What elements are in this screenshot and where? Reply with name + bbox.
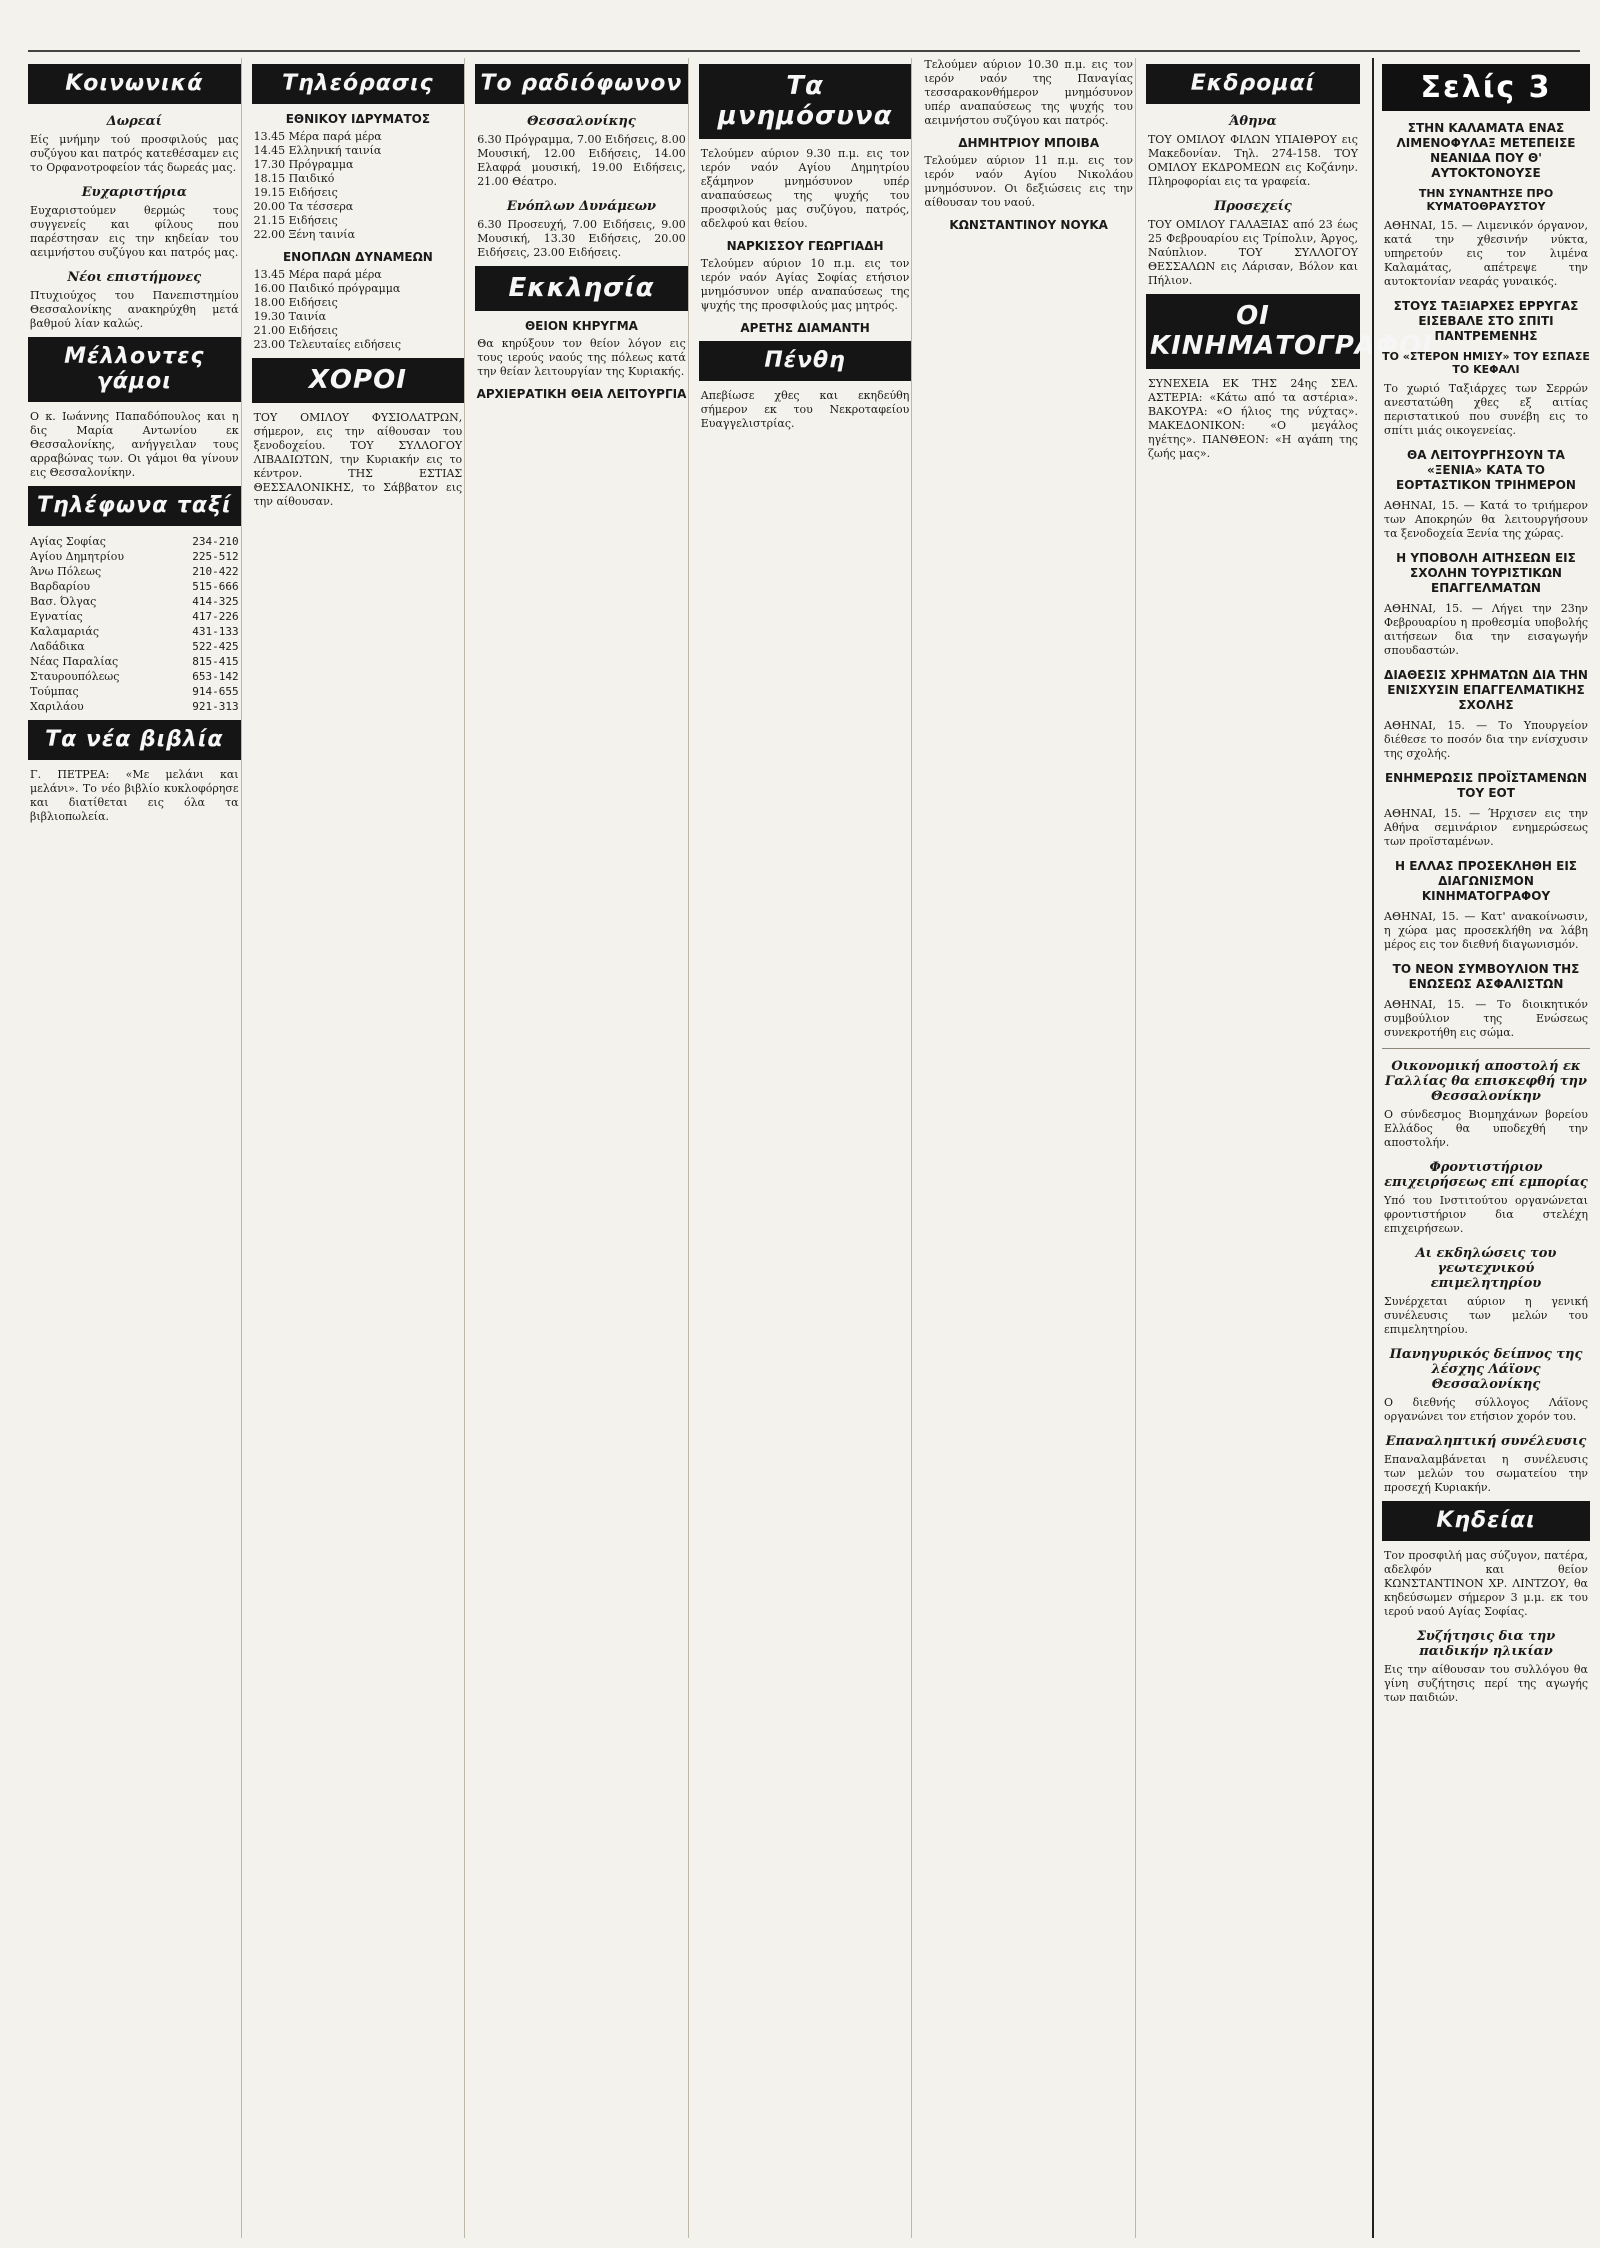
- phone-number: 921-313: [192, 700, 239, 713]
- phone-number: 234-210: [192, 535, 239, 548]
- leitourgia-title: ΑΡΧΙΕΡΑΤΙΚΗ ΘΕΙΑ ΛΕΙΤΟΥΡΓΙΑ: [476, 387, 687, 401]
- sidebar-text-1: ΑΘΗΝΑΙ, 15. — Λιμενικόν όργανον, κατά την χθεσινήν νύκτα, υπηρετούν εις τον λιμένα Καλαμάτας, απέτρεψε την αυτοκτονίαν νεαράς γυναικός.: [1384, 219, 1588, 288]
- program-item: 23.00 Τελευταίες ειδήσεις: [253, 338, 402, 351]
- mnimosyno2-text-2: Τελούμεν αύριον 11 π.μ. εις τον ιερόν ναόν Αγίου Νικολάου μνημόσυνον. Οι δεξιώσεις εις την αίθουσαν του ναού.: [924, 154, 1133, 209]
- thess-text: 6.30 Πρόγραμμα, 7.00 Ειδήσεις, 8.00 Μουσική, 12.00 Ειδήσεις, 14.00 Ελαφρά μουσική, 19.00 Ειδήσεις, 21.00 Θέατρο.: [477, 133, 686, 188]
- phone-row: [28, 684, 241, 699]
- eirt-title: ΕΘΝΙΚΟΥ ΙΔΡΥΜΑΤΟΣ: [285, 112, 431, 126]
- sidebar-subhead-1: ΤΗΝ ΣΥΝΑΝΤΗΣΕ ΠΡΟ ΚΥΜΑΤΟΘΡΑΥΣΤΟΥ: [1418, 187, 1554, 213]
- sidebar-headline-6: ΕΝΗΜΕΡΩΣΙΣ ΠΡΟΪΣΤΑΜΕΝΩΝ ΤΟΥ ΕΟΤ: [1384, 771, 1588, 800]
- tileorasis-banner: Τηλεόρασις: [252, 64, 465, 104]
- kideiai-banner: Κηδείαι: [1382, 1501, 1590, 1541]
- program-item: 21.15 Ειδήσεις: [253, 214, 338, 227]
- mellontes-banner: Μέλλοντες γάμοι: [28, 337, 241, 402]
- page-number-badge: Σελίς 3: [1382, 64, 1590, 111]
- phone-area: Εγνατίας: [30, 610, 83, 623]
- phone-number: 210-422: [192, 565, 239, 578]
- ekdromai-banner: Εκδρομαί: [1146, 64, 1360, 104]
- sidebar-text-7: ΑΘΗΝΑΙ, 15. — Κατ' ανακοίνωσιν, η χώρα μας προσεκλήθη να λάβη μέρος εις τον διεθνή διαγωνισμόν.: [1384, 910, 1588, 951]
- phone-area: Αγίου Δημητρίου: [30, 550, 125, 563]
- xoroi-text: ΤΟΥ ΟΜΙΛΟΥ ΦΥΣΙΟΛΑΤΡΩΝ, σήμερον, εις την αίθουσαν του ξενοδοχείου. ΤΟΥ ΣΥΛΛΟΓΟΥ ΛΙΒΑΔΙΩΤΩΝ, την Κυριακήν εις το κέντρον. ΤΗΣ ΕΣΤΙΑΣ ΘΕΣΣΑΛΟΝΙΚΗΣ, το Σάββατον εις την αίθουσαν.: [253, 411, 463, 508]
- program-item: 14.45 Ελληνική ταινία: [253, 144, 382, 157]
- program-item: 13.45 Μέρα παρά μέρα: [253, 130, 382, 143]
- church-banner: Εκκλησία: [475, 266, 688, 311]
- phone-area: Καλαμαριάς: [30, 625, 99, 638]
- mnimosyno2-name-2: ΚΩΝΣΤΑΝΤΙΝΟΥ ΝΟΥΚΑ: [949, 218, 1108, 232]
- program-item: 18.15 Παιδικό: [253, 172, 335, 185]
- phone-row: [28, 549, 241, 564]
- sidebar-text-5: ΑΘΗΝΑΙ, 15. — Το Υπουργείον διέθεσε το ποσόν δια την ενίσχυσιν της σχολής.: [1384, 719, 1588, 760]
- phones-table: [28, 534, 241, 714]
- oikonomiki-title: Οικονομική αποστολή εκ Γαλλίας θα επισκεφθή την Θεσσαλονίκην: [1385, 1059, 1587, 1104]
- sidebar-text-8: ΑΘΗΝΑΙ, 15. — Το διοικητικόν συμβούλιον της Ενώσεως συνεκροτήθη εις σώμα.: [1384, 998, 1588, 1039]
- doreai-text: Είς μνήμην τού προσφιλούς μας συζύγου και πατρός κατεθέσαμεν εις το Ορφανοτροφείον τάς δωρεάς μας.: [30, 133, 239, 174]
- eirt-program-list: [252, 130, 465, 242]
- right-column: [1372, 58, 1590, 2238]
- ekdiloseis-title: Αι εκδηλώσεις του γεωτεχνικού επιμελητηρίου: [1415, 1246, 1557, 1291]
- xoroi-banner: ΧΟΡΟΙ: [252, 358, 465, 403]
- sidebar-headline-4: Η ΥΠΟΒΟΛΗ ΑΙΤΗΣΕΩΝ ΕΙΣ ΣΧΟΛΗΝ ΤΟΥΡΙΣΤΙΚΩΝ ΕΠΑΓΓΕΛΜΑΤΩΝ: [1396, 551, 1576, 595]
- oikonomiki-text: Ο σύνδεσμος Βιομηχάνων βορείου Ελλάδος θα υποδεχθή την αποστολήν.: [1384, 1108, 1588, 1149]
- phone-area: Χαριλάου: [30, 700, 84, 713]
- yened-title: ΕΝΟΠΛΩΝ ΔΥΝΑΜΕΩΝ: [282, 250, 433, 264]
- penthi-text: Απεβίωσε χθες και εκηδεύθη σήμερον εκ του Νεκροταφείου Ευαγγελιστρίας.: [700, 389, 910, 430]
- athens-text: ΤΟΥ ΟΜΙΛΟΥ ΦΙΛΩΝ ΥΠΑΙΘΡΟΥ εις Μακεδονίαν. Τηλ. 274-158. ΤΟΥ ΟΜΙΛΟΥ ΕΚΔΡΟΜΕΩΝ εις Κοζάνην. Πληροφορίαι εις τα γραφεία.: [1147, 133, 1358, 188]
- program-item: 13.45 Μέρα παρά μέρα: [253, 268, 382, 281]
- kideiai-text: Τον προσφιλή μας σύζυγον, πατέρα, αδελφόν και θείον ΚΩΝΣΤΑΝΤΙΝΟΝ ΧΡ. ΛΙΝΤΖΟΥ, θα κηδεύσωμεν σήμερον 3 μ.μ. εκ του ιερού ναού Αγίας Σοφίας.: [1384, 1549, 1588, 1618]
- phone-row: [28, 594, 241, 609]
- frontistirio-title: Φροντιστήριον επιχειρήσεως επί εμπορίας: [1384, 1160, 1588, 1190]
- sidebar-headline-2: ΣΤΟΥΣ ΤΑΞΙΑΡΧΕΣ ΕΡΡΥΓΑΣ ΕΙΣΕΒΑΛΕ ΣΤΟ ΣΠΙΤΙ ΠΑΝΤΡΕΜΕΝΗΣ: [1393, 299, 1579, 343]
- program-item: 19.30 Ταινία: [253, 310, 327, 323]
- phone-row: [28, 534, 241, 549]
- enoplon-text: 6.30 Προσευχή, 7.00 Ειδήσεις, 9.00 Μουσική, 13.30 Ειδήσεις, 20.00 Ειδήσεις, 23.00 Ειδήσεις.: [477, 218, 686, 259]
- phone-area: Βαρδαρίου: [30, 580, 91, 593]
- kinimatografoi-banner: ΟΙ ΚΙΝΗΜΑΤΟΓΡΑΦΟΙ: [1146, 294, 1360, 369]
- mnimosyno2-name-1: ΔΗΜΗΤΡΙΟΥ ΜΠΟΙΒΑ: [958, 136, 1100, 150]
- mnimosyno-text-1: Τελούμεν αύριον 9.30 π.μ. εις τον ιερόν ναόν Αγίου Δημητρίου εξάμηνον μνημόσυνον υπέρ αναπαύσεως της ψυχής του προσφιλούς μας συζύγου, πατρός, αδελφού και θείου.: [700, 147, 910, 230]
- sidebar-headline-7: Η ΕΛΛΑΣ ΠΡΟΣΕΚΛΗΘΗ ΕΙΣ ΔΙΑΓΩΝΙΣΜΟΝ ΚΙΝΗΜΑΤΟΓΡΑΦΟΥ: [1395, 859, 1577, 903]
- phone-area: Λαδάδικα: [30, 640, 85, 653]
- koinonika-banner: Κοινωνικά: [28, 64, 241, 104]
- frontistirio-text: Υπό του Ινστιτούτου οργανώνεται φροντιστήριον δια στελέχη επιχειρήσεων.: [1384, 1194, 1588, 1235]
- phone-number: 417-226: [192, 610, 239, 623]
- column-koinonika: [28, 58, 242, 2238]
- phone-row: [28, 609, 241, 624]
- penthi-banner: Πένθη: [699, 341, 912, 381]
- syzitisis-text: Εις την αίθουσαν του συλλόγου θα γίνη συζήτησις περί της αγωγής των παιδιών.: [1384, 1663, 1588, 1704]
- prosexeis-title: Προσεχείς: [1214, 199, 1292, 214]
- program-item: 21.00 Ειδήσεις: [253, 324, 338, 337]
- ekdiloseis-text: Συνέρχεται αύριον η γενική συνέλευσις των μελών του επιμελητηρίου.: [1384, 1295, 1588, 1336]
- sidebar-text-4: ΑΘΗΝΑΙ, 15. — Λήγει την 23ην Φεβρουαρίου η προθεσμία υποβολής αιτήσεων δια την εισαγωγήν σπουδαστών.: [1384, 602, 1588, 657]
- phone-row: [28, 579, 241, 594]
- sidebar-divider: [1382, 1048, 1590, 1049]
- church-title: ΘΕΙΟΝ ΚΗΡΥΓΜΑ: [524, 319, 638, 333]
- eucharistiria-title: Ευχαριστήρια: [81, 185, 187, 200]
- phone-row: [28, 564, 241, 579]
- column-mnimosyna: [699, 58, 913, 2238]
- phone-number: 225-512: [192, 550, 239, 563]
- phone-area: Τούμπας: [30, 685, 79, 698]
- kinimatografoi-text: ΣΥΝΕΧΕΙΑ ΕΚ ΤΗΣ 24ης ΣΕΛ. ΑΣΤΕΡΙΑ: «Κάτω από τα αστέρια». ΒΑΚΟΥΡΑ: «Ο ήλιος της νύχτας». ΜΑΚΕΔΟΝΙΚΟΝ: «Ο μεγάλος ηγέτης». ΠΑΝΘΕΟΝ: «Η αγάπη της ζωής μας».: [1147, 377, 1358, 460]
- phone-row: [28, 654, 241, 669]
- phone-area: Νέας Παραλίας: [30, 655, 119, 668]
- sidebar-headline-8: ΤΟ ΝΕΟΝ ΣΥΜΒΟΥΛΙΟΝ ΤΗΣ ΕΝΩΣΕΩΣ ΑΣΦΑΛΙΣΤΩΝ: [1392, 962, 1580, 991]
- sidebar-headline-3: ΘΑ ΛΕΙΤΟΥΡΓΗΣΟΥΝ ΤΑ «ΞΕΝΙΑ» ΚΑΤΑ ΤΟ ΕΟΡΤΑΣΤΙΚΟΝ ΤΡΙΗΜΕΡΟΝ: [1396, 448, 1576, 492]
- phone-row: [28, 639, 241, 654]
- mnimosyno-name-1: ΝΑΡΚΙΣΣΟΥ ΓΕΩΡΓΙΑΔΗ: [726, 239, 884, 253]
- mnimosyno2-text-1: Τελούμεν αύριον 10.30 π.μ. εις τον ιερόν ναόν της Παναγίας τεσσαρακονθήμερον μνημόσυνον υπέρ αναπαύσεως της ψυχής του αειμνήστου συζύγου και πατρός.: [924, 58, 1133, 127]
- prosexeis-text: ΤΟΥ ΟΜΙΛΟΥ ΓΑΛΑΞΙΑΣ από 23 έως 25 Φεβρουαρίου εις Τρίπολιν, Άργος, Ναύπλιον. ΤΟΥ ΣΥΛΛΟΓΟΥ ΘΕΣΣΑΛΩΝ εις Λάρισαν, Βόλον και Πήλιον.: [1147, 218, 1358, 287]
- pitsa-text: Ο διεθνής σύλλογος Λάϊονς οργανώνει τον ετήσιον χορόν του.: [1384, 1396, 1588, 1423]
- column-mnimosyna-2: [922, 58, 1136, 2238]
- mnimosyno-name-2: ΑΡΕΤΗΣ ΔΙΑΜΑΝΤΗ: [740, 321, 870, 335]
- program-item: 22.00 Ξένη ταινία: [253, 228, 356, 241]
- phone-number: 431-133: [192, 625, 239, 638]
- sidebar-text-2: Το χωριό Ταξιάρχες των Σερρών ανεστατώθη χθες εξ αιτίας περιστατικού που συνέβη εις το σπίτι μιάς οικογενείας.: [1384, 382, 1588, 437]
- program-item: 20.00 Τα τέσσερα: [253, 200, 354, 213]
- yened-program-list: [252, 268, 465, 352]
- enoplon-title: Ενόπλων Δυνάμεων: [506, 199, 657, 214]
- phone-number: 815-415: [192, 655, 239, 668]
- books-banner: Τα νέα βιβλία: [28, 720, 241, 760]
- books-text: Γ. ΠΕΤΡΕΑ: «Με μελάνι και μελάνι». Το νέο βιβλίο κυκλοφόρησε και διατίθεται εις όλα τα βιβλιοπωλεία.: [30, 768, 239, 823]
- neoi-title: Νέοι επιστήμονες: [67, 270, 202, 285]
- phone-area: Σταυρουπόλεως: [30, 670, 120, 683]
- athens-title: Άθηνα: [1229, 114, 1277, 129]
- program-item: 16.00 Παιδικό πρόγραμμα: [253, 282, 401, 295]
- syzitisis-title: Συζήτησις δια την παιδικήν ηλικίαν: [1416, 1629, 1556, 1659]
- phone-row: [28, 699, 241, 714]
- sidebar-headline-1: ΣΤΗΝ ΚΑΛΑΜΑΤΑ ΕΝΑΣ ΛΙΜΕΝΟΦΥΛΑΞ ΜΕΤΕΠΕΙΣΕ ΝΕΑΝΙΔΑ ΠΟΥ Θ' ΑΥΤΟΚΤΟΝΟΥΣΕ: [1396, 121, 1576, 180]
- phone-number: 653-142: [192, 670, 239, 683]
- church-text: Θα κηρύξουν τον θείον λόγον εις τους ιερούς ναούς της πόλεως κατά την θείαν λειτουργίαν της Κυριακής.: [477, 337, 686, 378]
- phones-banner: Τηλέφωνα ταξί: [28, 486, 241, 526]
- phone-area: Άνω Πόλεως: [30, 565, 102, 578]
- mellontes-text: Ο κ. Ιωάννης Παπαδόπουλος και η δις Μαρία Αντωνίου εκ Θεσσαλονίκης, ανήγγειλαν τους αρραβώνας των. Οι γάμοι θα γίνουν εις Θεσσαλονίκην.: [30, 410, 239, 479]
- program-item: 18.00 Ειδήσεις: [253, 296, 338, 309]
- epanaliptiki-title: Επαναληπτική συνέλευσις: [1385, 1434, 1587, 1449]
- sidebar-text-3: ΑΘΗΝΑΙ, 15. — Κατά το τριήμερον των Αποκρηών θα λειτουργήσουν τα ξενοδοχεία Ξενία της χώρας.: [1384, 499, 1588, 540]
- thess-title: Θεσσαλονίκης: [527, 114, 636, 129]
- main-columns: [28, 58, 1433, 2238]
- epanaliptiki-text: Επαναλαμβάνεται η συνέλευσις των μελών του σωματείου την προσεχή Κυριακήν.: [1384, 1453, 1588, 1494]
- sidebar-headline-5: ΔΙΑΘΕΣΙΣ ΧΡΗΜΑΤΩΝ ΔΙΑ ΤΗΝ ΕΝΙΣΧΥΣΙΝ ΕΠΑΓΓΕΛΜΑΤΙΚΗΣ ΣΧΟΛΗΣ: [1384, 668, 1588, 712]
- phone-row: [28, 669, 241, 684]
- mnimosyna-banner: Τα μνημόσυνα: [699, 64, 912, 139]
- phone-number: 515-666: [192, 580, 239, 593]
- mnimosyno-text-2: Τελούμεν αύριον 10 π.μ. εις τον ιερόν ναόν Αγίας Σοφίας ετήσιον μνημόσυνον υπέρ αναπαύσεως της ψυχής της προσφιλούς μας μητρός.: [700, 257, 910, 312]
- phone-area: Βασ. Όλγας: [30, 595, 97, 608]
- phone-number: 522-425: [192, 640, 239, 653]
- phone-row: [28, 624, 241, 639]
- phone-number: 914-655: [192, 685, 239, 698]
- phone-area: Αγίας Σοφίας: [30, 535, 106, 548]
- top-rule: [28, 50, 1580, 52]
- column-tileorasis: [252, 58, 466, 2238]
- phone-number: 414-325: [192, 595, 239, 608]
- neoi-text: Πτυχιούχος του Πανεπιστημίου Θεσσαλονίκης ανακηρύχθη μετά βαθμού λίαν καλώς.: [30, 289, 239, 330]
- program-item: 17.30 Πρόγραμμα: [253, 158, 354, 171]
- sidebar-subhead-2: ΤΟ «ΣΤΕΡΟΝ ΗΜΙΣΥ» ΤΟΥ ΕΣΠΑΣΕ ΤΟ ΚΕΦΑΛΙ: [1382, 350, 1590, 376]
- column-radiofono: [475, 58, 689, 2238]
- radiofono-banner: Το ραδιόφωνον: [475, 64, 688, 104]
- column-ekdromai: [1146, 58, 1433, 2238]
- pitsa-title: Πανηγυρικός δείπνος της λέσχης Λάϊονς Θεσσαλονίκης: [1389, 1347, 1583, 1392]
- eucharistiria-text: Ευχαριστούμεν θερμώς τους συγγενείς και φίλους που παρέστησαν εις την κηδείαν του αειμνήστου συζύγου και πατρός μας.: [30, 204, 239, 259]
- program-item: 19.15 Ειδήσεις: [253, 186, 338, 199]
- sidebar-text-6: ΑΘΗΝΑΙ, 15. — Ήρχισεν εις την Αθήνα σεμινάριον ενημερώσεως των προϊσταμένων.: [1384, 807, 1588, 848]
- doreai-title: Δωρεαί: [106, 114, 162, 129]
